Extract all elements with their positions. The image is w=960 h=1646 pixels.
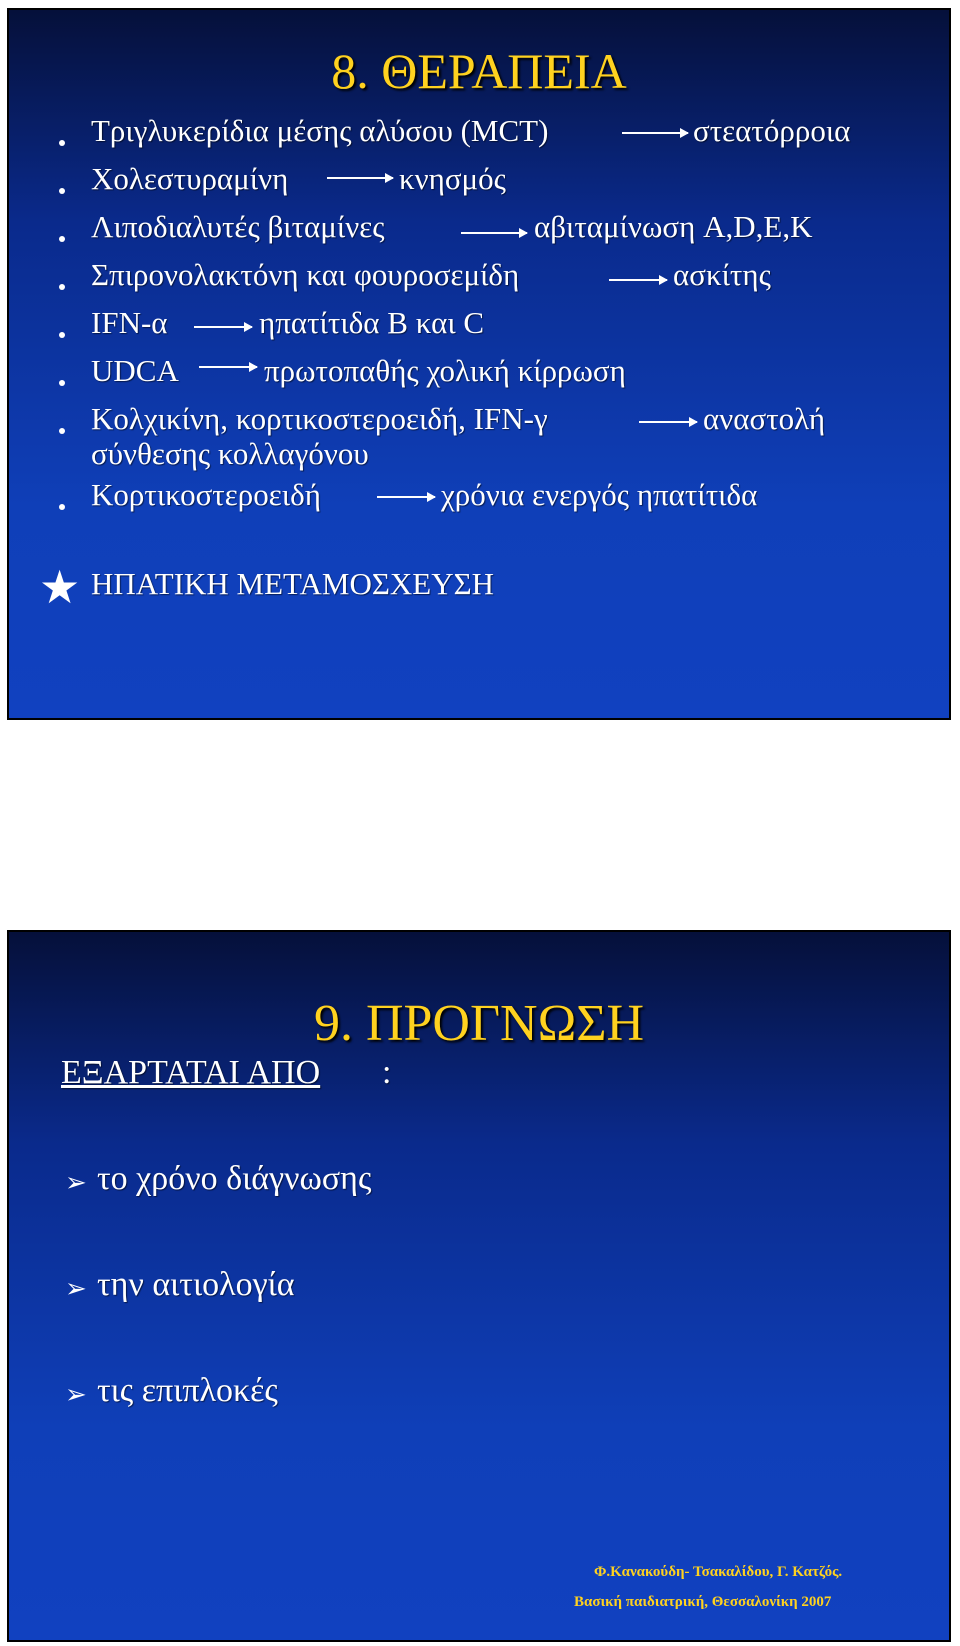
slide-title: 8. ΘΕΡΑΠΕΙΑ <box>331 43 627 99</box>
chevron-right-icon: ➢ <box>65 1380 87 1410</box>
bullet-dot-icon <box>59 236 65 242</box>
right-arrow-icon <box>327 177 393 179</box>
slide-title: 9. ΠΡΟΓΝΩΣΗ <box>313 995 645 1052</box>
prognosis-factor: το χρόνο διάγνωσης <box>97 1160 372 1197</box>
treatment-drug: Κολχικίνη, κορτικοστεροειδή, IFN-γ <box>91 401 548 436</box>
treatment-effect: κνησμός <box>399 161 506 196</box>
treatment-drug: Σπιρονολακτόνη και φουροσεμίδη <box>91 257 520 292</box>
chevron-right-icon: ➢ <box>65 1168 87 1198</box>
treatment-effect: χρόνια ενεργός ηπατίτιδα <box>441 477 758 512</box>
slide-prognosis <box>7 930 951 1642</box>
bullet-dot-icon <box>59 284 65 290</box>
treatment-effect: ηπατίτιδα Β και C <box>259 305 485 340</box>
bullet-dot-icon <box>59 140 65 146</box>
bullet-dot-icon <box>59 188 65 194</box>
treatment-effect-continued: σύνθεσης κολλαγόνου <box>91 436 369 471</box>
citation-authors: Φ.Κανακούδη- Τσακαλίδου, Γ. Κατζός. <box>594 1564 843 1580</box>
right-arrow-icon <box>639 421 697 423</box>
prognosis-factor: την αιτιολογία <box>97 1266 295 1303</box>
liver-transplant-label: ΗΠΑΤΙΚΗ ΜΕΤΑΜΟΣΧΕΥΣΗ <box>91 566 495 601</box>
right-arrow-icon <box>377 496 435 498</box>
prognosis-factor: τις επιπλοκές <box>97 1372 278 1409</box>
treatment-effect: αβιταμίνωση A,D,E,K <box>534 209 813 244</box>
treatment-drug: IFN-α <box>91 305 168 340</box>
treatment-drug: Κορτικοστεροειδή <box>91 477 321 512</box>
treatment-drug: Χολεστυραμίνη <box>91 161 289 196</box>
treatment-effect: αναστολή <box>703 401 826 436</box>
bullet-dot-icon <box>59 428 65 434</box>
right-arrow-icon <box>622 132 688 134</box>
right-arrow-icon <box>609 279 667 281</box>
right-arrow-icon <box>461 232 527 234</box>
right-arrow-icon <box>194 326 252 328</box>
bullet-dot-icon <box>59 504 65 510</box>
chevron-right-icon: ➢ <box>65 1274 87 1304</box>
right-arrow-icon <box>199 366 257 368</box>
treatment-drug: Λιποδιαλυτές βιταμίνες <box>91 209 385 244</box>
citation-source: Βασική παιδιατρική, Θεσσαλονίκη 2007 <box>574 1594 832 1610</box>
treatment-effect: πρωτοπαθής χολική κίρρωση <box>264 353 626 388</box>
depends-on-colon: : <box>382 1054 392 1091</box>
treatment-drug: Τριγλυκερίδια μέσης αλύσου (MCT) <box>91 113 549 148</box>
treatment-effect: στεατόρροια <box>693 113 851 148</box>
treatment-effect: ασκίτης <box>673 257 771 292</box>
star-icon: ★ <box>39 560 81 614</box>
slide-treatment <box>7 8 951 720</box>
bullet-dot-icon <box>59 380 65 386</box>
bullet-dot-icon <box>59 332 65 338</box>
treatment-drug: UDCA <box>91 353 179 388</box>
depends-on-heading: ΕΞΑΡΤΑΤΑΙ ΑΠΟ <box>61 1054 321 1091</box>
